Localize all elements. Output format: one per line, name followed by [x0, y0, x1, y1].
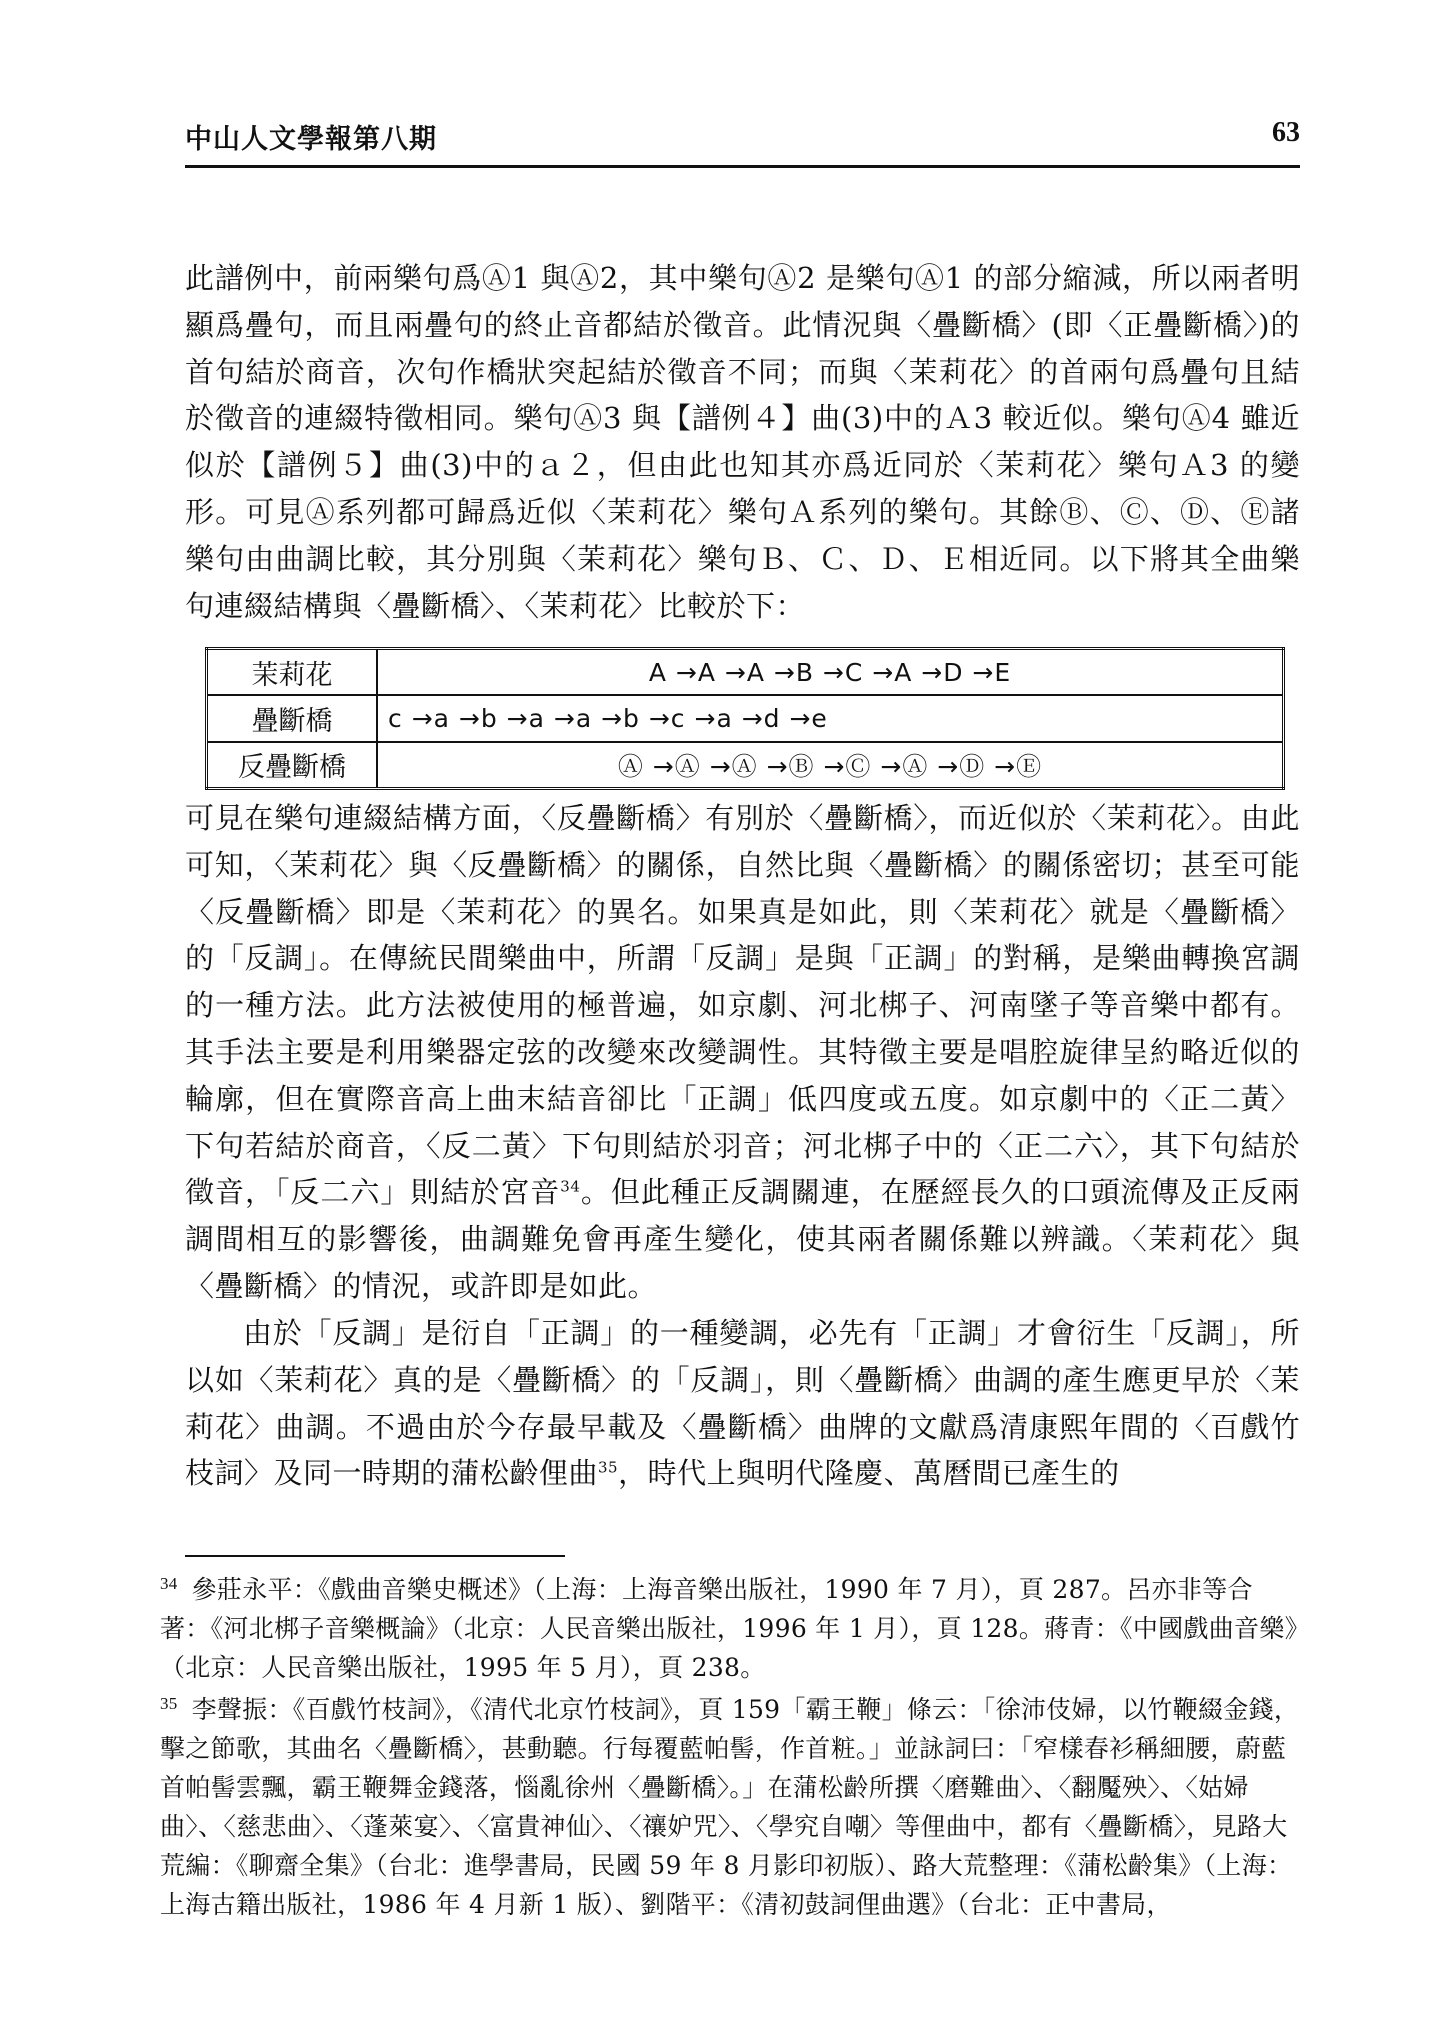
footnote-text: 李聲振：《百戲竹枝詞》，《清代北京竹枝詞》，頁 159「霸王鞭」條云：「徐沛伎婦，以竹鞭綴金錢，擊之節歌，其曲名〈疊斷橋〉，甚動聽。行每覆藍帕髻，作首粧。」並詠詞曰：「窄樣春衫稱細腰，蔚藍首帕髻雲飄，霸王鞭舞金錢落，惱亂徐州〈疊斷橋〉。」在蒲松齡所撰〈磨難曲〉、〈翻魘殃〉、〈姑婦曲〉、〈慈悲曲〉、〈蓬萊宴〉、〈富貴神仙〉、〈禳妒咒〉、〈學究自嘲〉等俚曲中，都有〈疊斷橋〉，見路大荒編：《聊齋全集》（台北：進學書局，民國 59 年 8 月影印初版）、路大荒整理：《蒲松齡集》（上海：上海古籍出版社，1986 年 4 月新 1 版）、劉階平：《清初鼓詞俚曲選》（台北：正中書局，	[160, 1695, 1300, 1919]
footnote-divider	[185, 1555, 565, 1557]
table-row	[207, 742, 1284, 789]
footnote-number: 34	[160, 1573, 178, 1593]
table-cell-sequence: Ⓐ →Ⓐ →Ⓐ →Ⓑ →Ⓒ →Ⓐ →Ⓓ →Ⓔ	[377, 742, 1284, 789]
table-cell-sequence: A →A →A →B →C →A →D →E	[377, 649, 1284, 696]
footnote-number: 35	[160, 1693, 178, 1713]
table-cell-name: 茉莉花	[207, 649, 378, 696]
table-cell-name: 疊斷橋	[207, 695, 378, 741]
table-row	[207, 649, 1284, 696]
body-paragraph-3	[185, 1310, 1300, 1497]
paragraph-text: 。但此種正反調關連，在歷經長久的口頭流傳及正反兩調間相互的影響後，曲調難免會再產生變化，使其兩者關係難以辨識。〈茉莉花〉與〈疊斷橋〉的情況，或許即是如此。	[185, 1175, 1300, 1303]
paragraph-text: 可見在樂句連綴結構方面，〈反疊斷橋〉有別於〈疊斷橋〉，而近似於〈茉莉花〉。由此可知，〈茉莉花〉與〈反疊斷橋〉的關係，自然比與〈疊斷橋〉的關係密切；甚至可能〈反疊斷橋〉即是〈茉莉花〉的異名。如果真是如此，則〈茉莉花〉就是〈疊斷橋〉的「反調」。在傳統民間樂曲中，所謂「反調」是與「正調」的對稱，是樂曲轉換宮調的一種方法。此方法被使用的極普遍，如京劇、河北梆子、河南墜子等音樂中都有。其手法主要是利用樂器定弦的改變來改變調性。其特徵主要是唱腔旋律呈約略近似的輪廓，但在實際音高上曲末結音卻比「正調」低四度或五度。如京劇中的〈正二黃〉下句若結於商音，〈反二黃〉下句則結於羽音；河北梆子中的〈正二六〉，其下句結於徵音，「反二六」則結於宮音	[185, 801, 1300, 1210]
body-paragraph-2	[185, 795, 1300, 1310]
running-header	[185, 115, 1300, 168]
footnote-text: 參莊永平：《戲曲音樂史概述》（上海：上海音樂出版社，1990 年 7 月），頁 287。呂亦非等合著：《河北梆子音樂概論》（北京：人民音樂出版社，1996 年 1 月），頁 128。蔣青：《中國戲曲音樂》（北京：人民音樂出版社，1995 年 5 月），頁 238。	[160, 1575, 1298, 1682]
body-paragraph-1: 此譜例中，前兩樂句爲Ⓐ1 與Ⓐ2，其中樂句Ⓐ2 是樂句Ⓐ1 的部分縮減，所以兩者明顯爲疊句，而且兩疊句的終止音都結於徵音。此情況與〈疊斷橋〉(即〈正疊斷橋〉)的首句結於商音，次句作橋狀突起結於徵音不同；而與〈茉莉花〉的首兩句爲疊句且結於徵音的連綴特徵相同。樂句Ⓐ3 與【譜例４】曲(3)中的Ａ3 較近似。樂句Ⓐ4 雖近似於【譜例５】曲(3)中的ａ２，但由此也知其亦爲近同於〈茉莉花〉樂句Ａ3 的變形。可見Ⓐ系列都可歸爲近似〈茉莉花〉樂句Ａ系列的樂句。其餘Ⓑ、Ⓒ、Ⓓ、Ⓔ諸樂句由曲調比較，其分別與〈茉莉花〉樂句Ｂ、Ｃ、Ｄ、Ｅ相近同。以下將其全曲樂句連綴結構與〈疊斷橋〉、〈茉莉花〉比較於下：	[185, 261, 1300, 623]
paragraph-text: ，時代上與明代隆慶、萬曆間已產生的	[618, 1456, 1120, 1491]
footnote-ref[interactable]: 35	[598, 1458, 619, 1477]
footnote-35	[160, 1690, 1300, 1924]
paragraph-text: 由於「反調」是衍自「正調」的一種變調，必先有「正調」才會衍生「反調」，所以如〈茉莉花〉真的是〈疊斷橋〉的「反調」，則〈疊斷橋〉曲調的產生應更早於〈茉莉花〉曲調。不過由於今存最早載及〈疊斷橋〉曲牌的文獻爲清康熙年間的〈百戲竹枝詞〉及同一時期的蒲松齡俚曲	[185, 1316, 1300, 1491]
phrase-structure-table	[205, 647, 1285, 790]
table-row	[207, 695, 1284, 741]
table-cell-sequence: c →a →b →a →a →b →c →a →d →e	[377, 695, 1284, 741]
table-cell-name: 反疊斷橋	[207, 742, 378, 789]
page-number: 63	[1272, 117, 1300, 148]
footnote-34	[160, 1570, 1300, 1687]
footnote-ref[interactable]: 34	[560, 1177, 581, 1196]
journal-title: 中山人文學報第八期	[185, 124, 437, 155]
